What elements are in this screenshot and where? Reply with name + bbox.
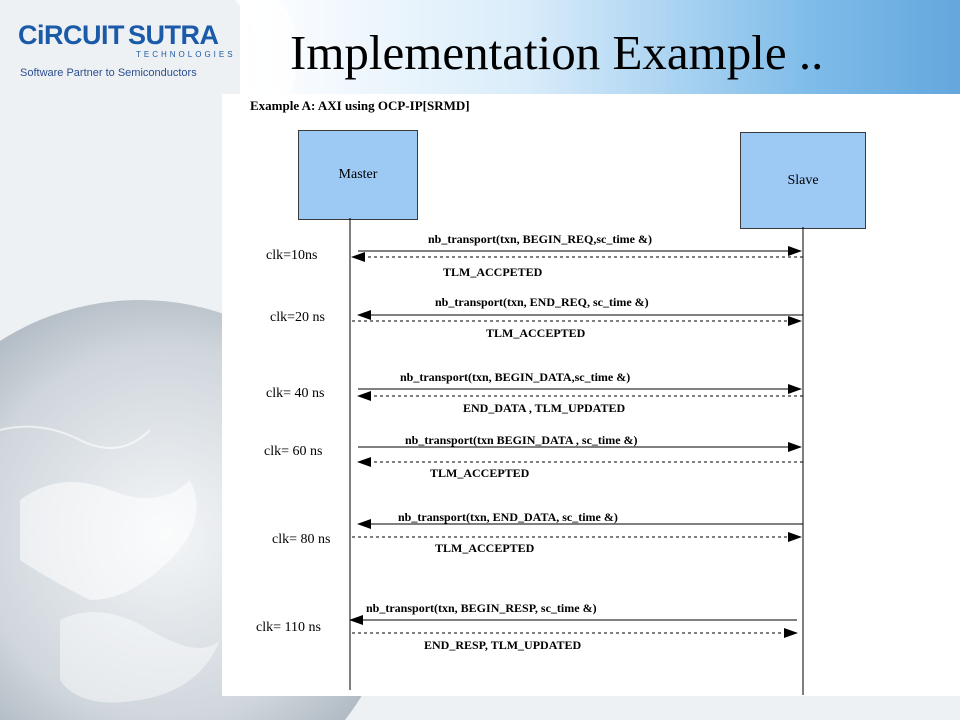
clk-label: clk= 80 ns bbox=[272, 532, 331, 547]
response-label: END_RESP, TLM_UPDATED bbox=[424, 638, 582, 652]
logo-word-sutra: SUTRA bbox=[128, 20, 219, 50]
master-label: Master bbox=[338, 167, 378, 182]
request-label: nb_transport(txn, END_REQ, sc_time &) bbox=[435, 295, 649, 309]
clk-label: clk=10ns bbox=[266, 248, 318, 263]
request-label: nb_transport(txn, END_DATA, sc_time &) bbox=[398, 510, 618, 524]
response-label: END_DATA , TLM_UPDATED bbox=[463, 401, 626, 415]
clk-label: clk=20 ns bbox=[270, 310, 325, 325]
request-label: nb_transport(txn, BEGIN_DATA,sc_time &) bbox=[400, 370, 631, 384]
slide-title: Implementation Example .. bbox=[290, 25, 824, 80]
response-label: TLM_ACCPETED bbox=[443, 265, 543, 279]
logo-tagline: Software Partner to Semiconductors bbox=[20, 67, 197, 79]
clk-label: clk= 40 ns bbox=[266, 386, 325, 401]
logo-word-circuit: CiRCUIT bbox=[18, 20, 124, 50]
request-label: nb_transport(txn, BEGIN_RESP, sc_time &) bbox=[366, 601, 597, 615]
request-label: nb_transport(txn, BEGIN_REQ,sc_time &) bbox=[428, 232, 652, 246]
clk-label: clk= 110 ns bbox=[256, 620, 321, 635]
slave-label: Slave bbox=[787, 172, 819, 188]
response-label: TLM_ACCEPTED bbox=[435, 541, 535, 555]
diagram-title: Example A: AXI using OCP-IP[SRMD] bbox=[250, 98, 470, 113]
clk-label: clk= 60 ns bbox=[264, 444, 323, 459]
response-label: TLM_ACCEPTED bbox=[486, 326, 586, 340]
response-label: TLM_ACCEPTED bbox=[430, 466, 530, 480]
request-label: nb_transport(txn BEGIN_DATA , sc_time &) bbox=[405, 433, 638, 447]
logo-subtitle: TECHNOLOGIES bbox=[136, 50, 236, 59]
